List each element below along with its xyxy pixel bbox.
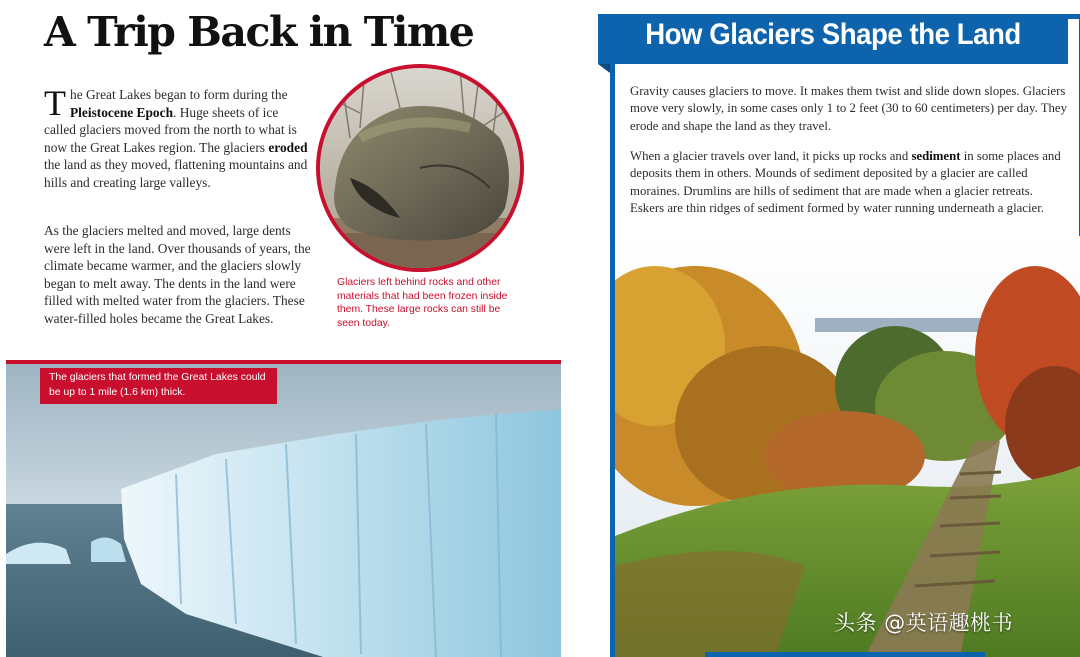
melting-paragraph: As the glaciers melted and moved, large dents were left in the land. Over thousands of years, the climate became warmer, and the glaciers slowly began to melt away. The dents in the land were filled with melted water from the glaciers. These water-filled holes became the Great Lakes.	[44, 223, 311, 326]
intro-text-3: the land as they moved, flattening mountains and hills and creating large valleys.	[44, 157, 308, 190]
rock-photo	[316, 64, 524, 272]
sediment-text-2: in some places and deposits them in others. Mounds of sediment deposited by a glacier are called moraines. Drumlins are hills of sediment that are made when a glacier retreats. Eskers are thin ridges of sediment formed by water running underneath a glacier.	[630, 149, 1061, 216]
term-sediment: sediment	[911, 149, 961, 163]
sediment-text-1: When a glacier travels over land, it picks up rocks and	[630, 149, 912, 163]
glacier-photo	[6, 360, 561, 657]
intro-text-2: . Huge sheets of ice called glaciers moved from the north to what is now the Great Lakes region. The glaciers	[44, 104, 297, 155]
page-title-left: A Trip Back in Time	[44, 8, 474, 56]
drop-cap: T	[44, 83, 66, 123]
term-pleistocene-epoch: Pleistocene Epoch	[70, 104, 174, 120]
bottom-accent-bar	[705, 652, 985, 657]
sediment-paragraph	[630, 148, 1070, 218]
rock-photo-caption: Glaciers left behind rocks and other materials that had been frozen inside them. These large rocks can still be seen today.	[337, 277, 508, 329]
gravity-paragraph: Gravity causes glaciers to move. It makes them twist and slide down slopes. Glaciers move very slowly, in some cases only 1 to 2 feet (30 to 60 centimeters) per day. They erode and shape the land as they travel.	[630, 84, 1067, 133]
term-eroded: eroded	[268, 139, 308, 155]
glacier-photo-caption: The glaciers that formed the Great Lakes could be up to 1 mile (1.6 km) thick.	[40, 368, 277, 404]
watermark: 头条 @英语趣桃书	[834, 611, 1014, 635]
forest-trail-photo	[615, 236, 1080, 657]
intro-text-1: he Great Lakes began to form during the	[70, 87, 288, 102]
title-banner	[598, 14, 1068, 64]
page-title-right: How Glaciers Shape the Land	[645, 18, 1021, 51]
intro-paragraph	[44, 83, 312, 192]
